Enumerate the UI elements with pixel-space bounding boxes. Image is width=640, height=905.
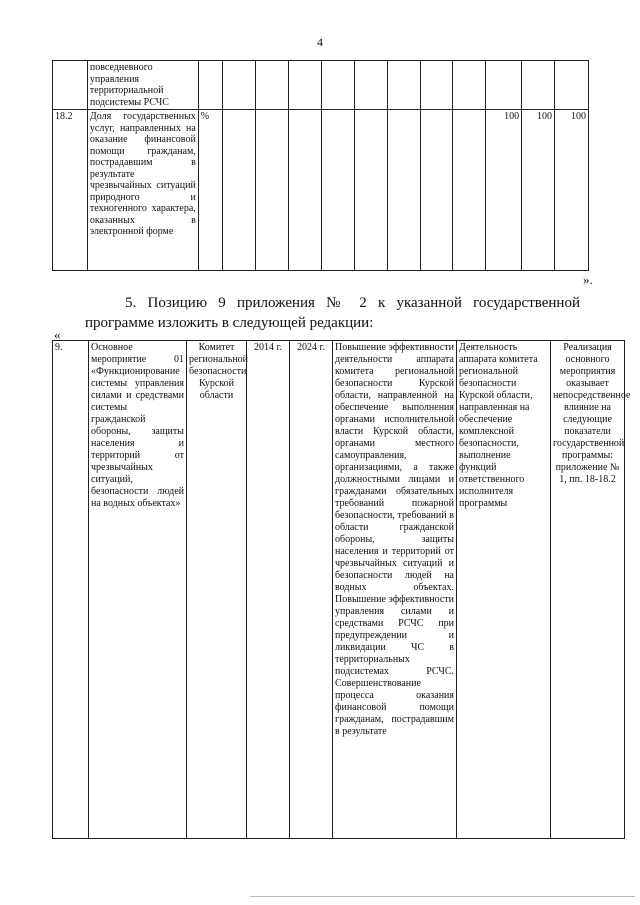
closing-quote: ». xyxy=(583,272,593,287)
unit-cell: % xyxy=(198,110,223,271)
value-cell: 100 xyxy=(522,110,555,271)
amendment-paragraph xyxy=(85,293,580,333)
end-year: 2024 г. xyxy=(290,341,333,839)
activity-description: Деятельность аппарата комитета региональной безопасности Курской области, направленная на обеспечение комплексной безопасности, выполнение функций ответственного исполнителя программы xyxy=(457,341,551,839)
expected-result: Повышение эффективности деятельности аппарата комитета региональной безопасности Курской области, направленной на обеспечение выполнения органами исполнительной власти Курской области, органами местного самоуправления, организациями, а также должностными лицами и гражданами обязательных требований пожарной безопасности, требований в области гражданской обороны, защиты населения и территорий от чрезвычайных ситуаций и безопасности людей на водных объектах. Повышение эффективности управления силами и средствами РСЧС при предупреждении и ликвидации ЧС в территориальных подсистемах РСЧС. Совершенствование процесса оказания финансовой помощи гражданам, пострадавшим в результате xyxy=(333,341,457,839)
scan-edge-line xyxy=(250,896,635,897)
indicator-relation: Реализация основного мероприятия оказывает непосредственное влияние на следующие показатели государственной программы: приложение № 1, пп. 18-18.2 xyxy=(551,341,625,839)
indicator-name: Доля государственных услуг, направленных на оказание финансовой помощи гражданам, пострадавшим в результате чрезвычайных ситуаций природного и техногенного характера, оказанных в электронной форме xyxy=(87,110,198,271)
value-cell: 100 xyxy=(554,110,588,271)
measures-table xyxy=(52,340,631,839)
indicator-name-cont: повседневного управления территориальной подсистемы РСЧС xyxy=(87,61,198,110)
page-number: 4 xyxy=(317,35,323,49)
indicators-table xyxy=(52,60,589,271)
row-number: 18.2 xyxy=(53,110,88,271)
table-row xyxy=(53,61,589,110)
start-year: 2014 г. xyxy=(247,341,290,839)
opening-quote: « xyxy=(54,327,61,342)
table-row xyxy=(53,110,589,271)
value-cell: 100 xyxy=(486,110,522,271)
executor: Комитет региональной безопасности Курской области xyxy=(187,341,247,839)
table-row xyxy=(53,341,625,839)
measure-name: Основное мероприятие 01 «Функционирование системы управления силами и средствами системы гражданской обороны, защиты населения и территорий от чрезвычайных ситуаций, безопасности людей на водных объектах» xyxy=(89,341,187,839)
amendment-text: 5. Позицию 9 приложения № 2 к указанной государственной программе изложить в следующей редакции: xyxy=(85,295,580,331)
row-number: 9. xyxy=(53,341,89,839)
